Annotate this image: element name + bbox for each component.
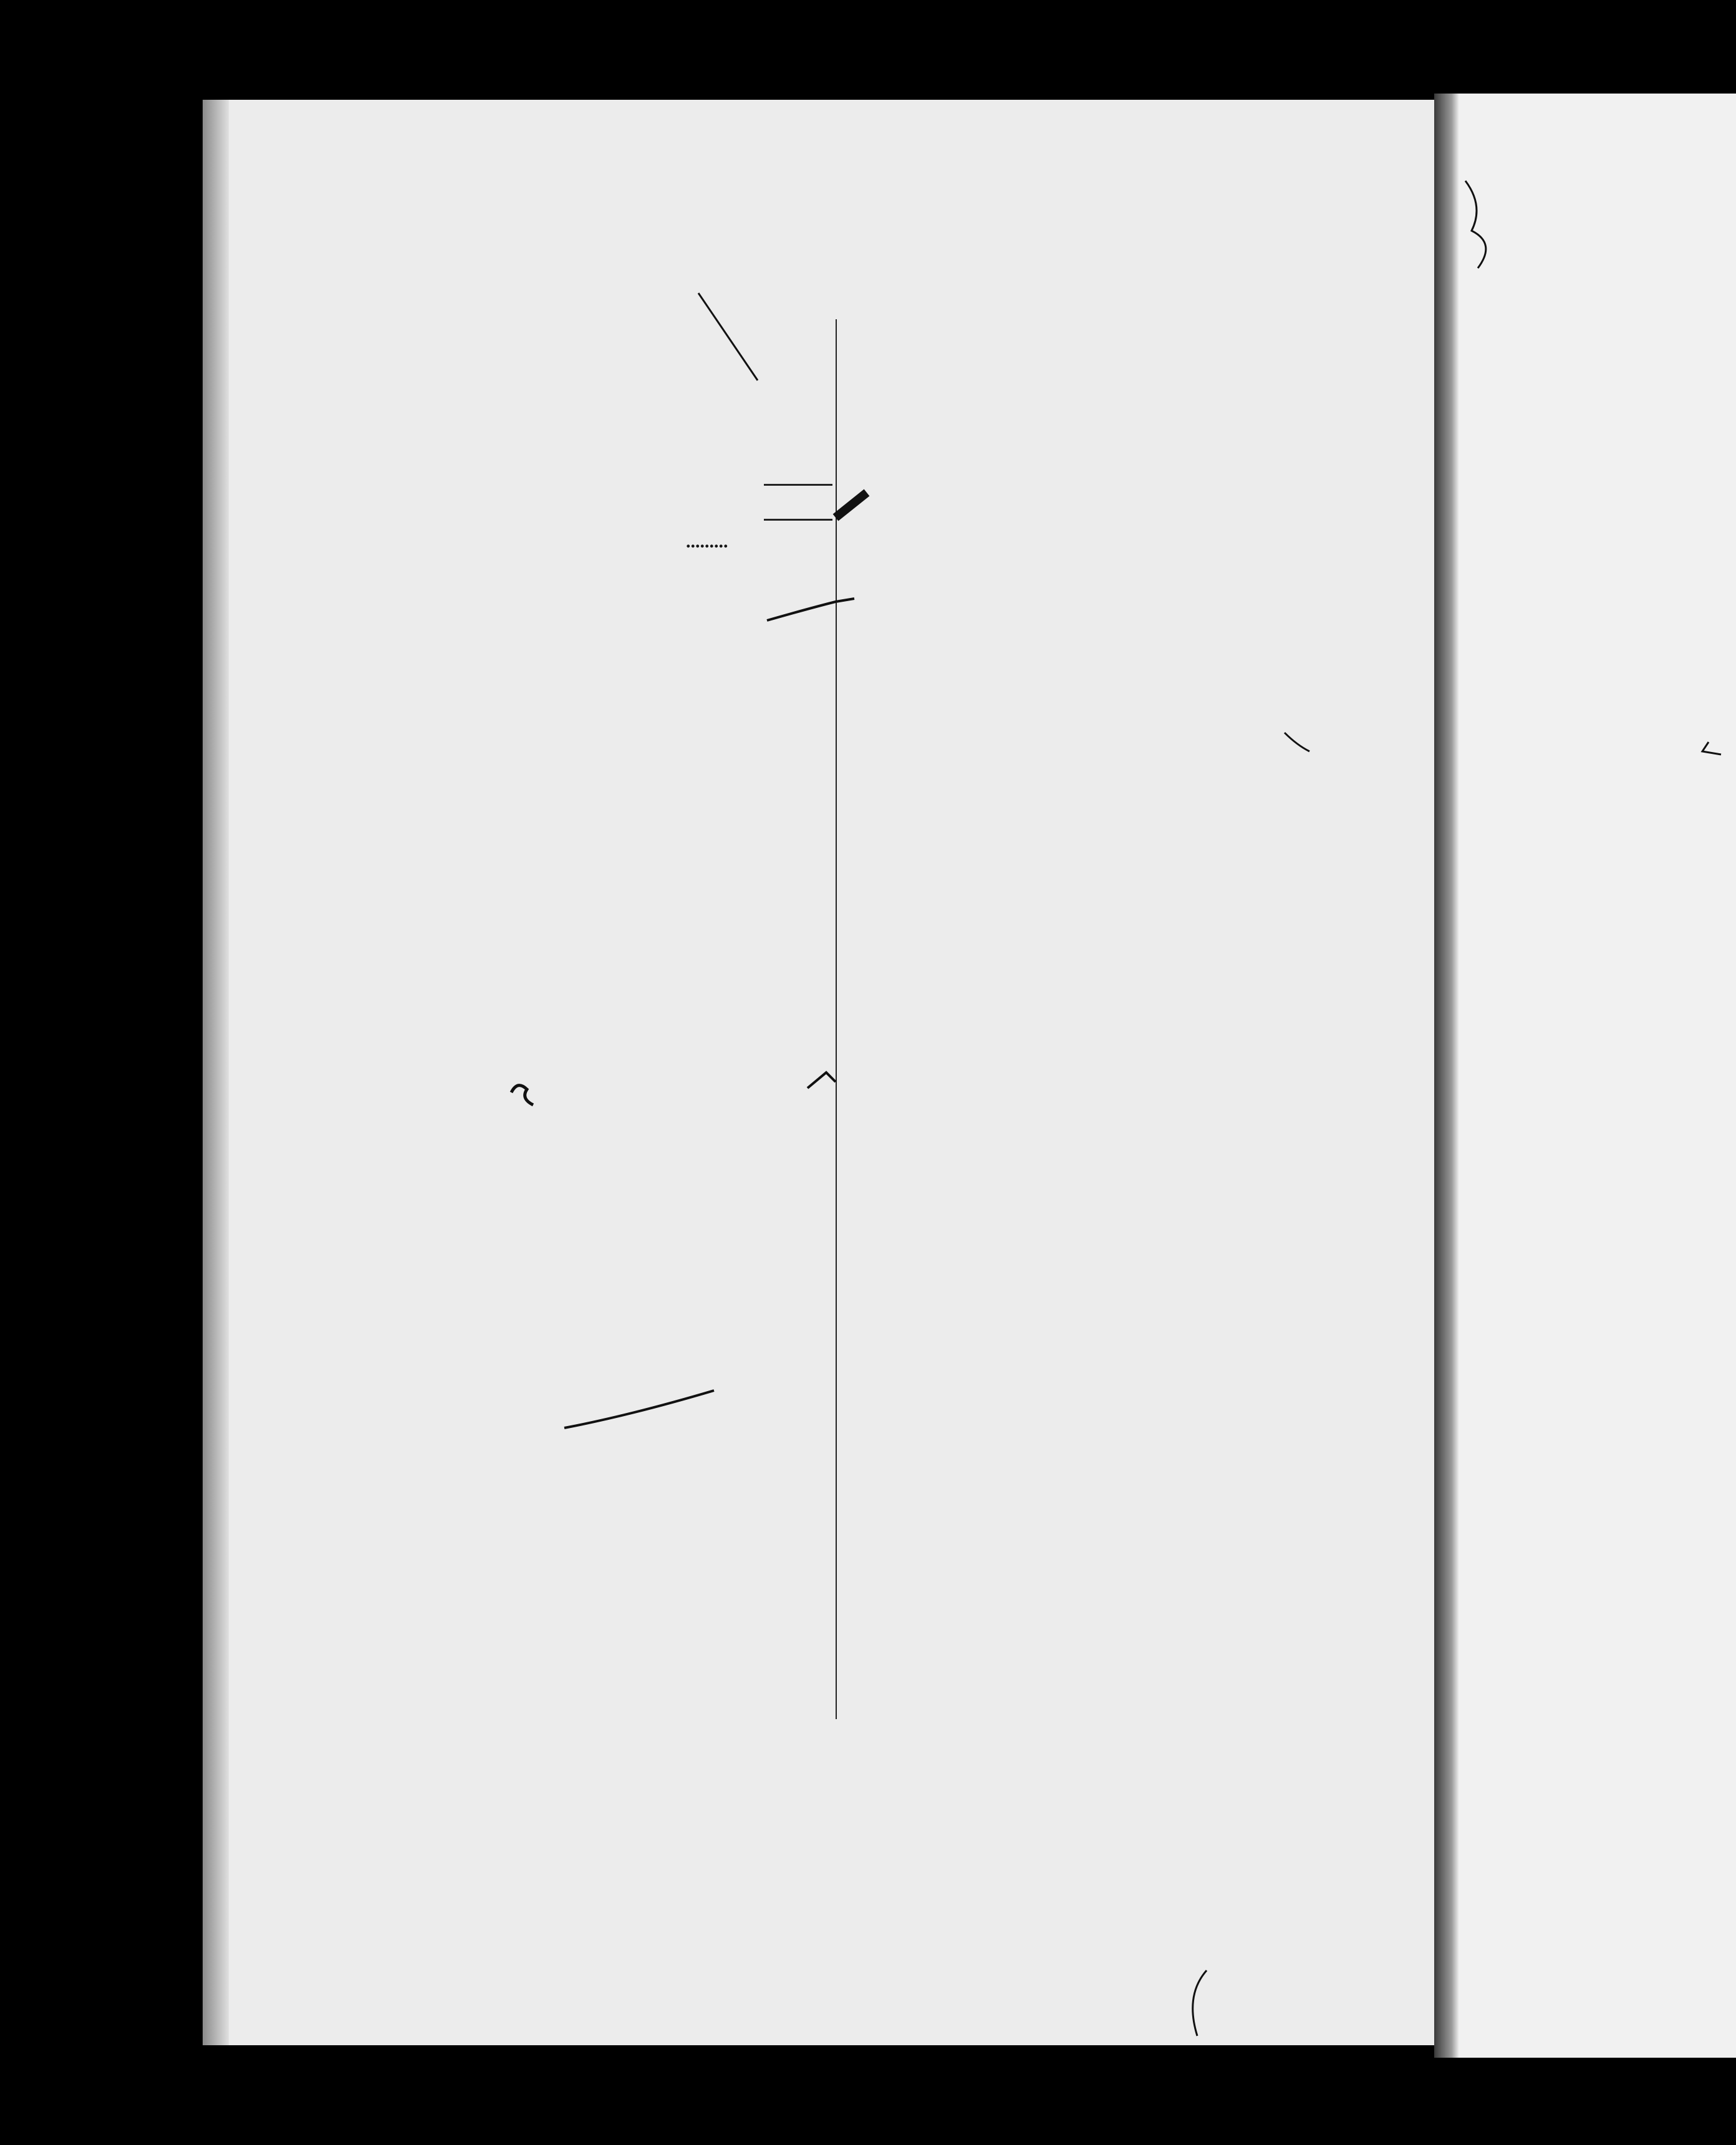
subtotal-rule xyxy=(764,484,832,486)
total-dots: ......... xyxy=(686,531,728,552)
column-divider xyxy=(836,319,837,1719)
subtotal-row xyxy=(436,494,836,513)
total-row xyxy=(436,531,836,550)
right-page xyxy=(1434,94,1736,2058)
subtotal-rule-bottom xyxy=(764,519,832,521)
page-edge xyxy=(203,100,229,2045)
left-page xyxy=(203,100,1440,2045)
gutter-shadow xyxy=(1434,94,1459,2058)
